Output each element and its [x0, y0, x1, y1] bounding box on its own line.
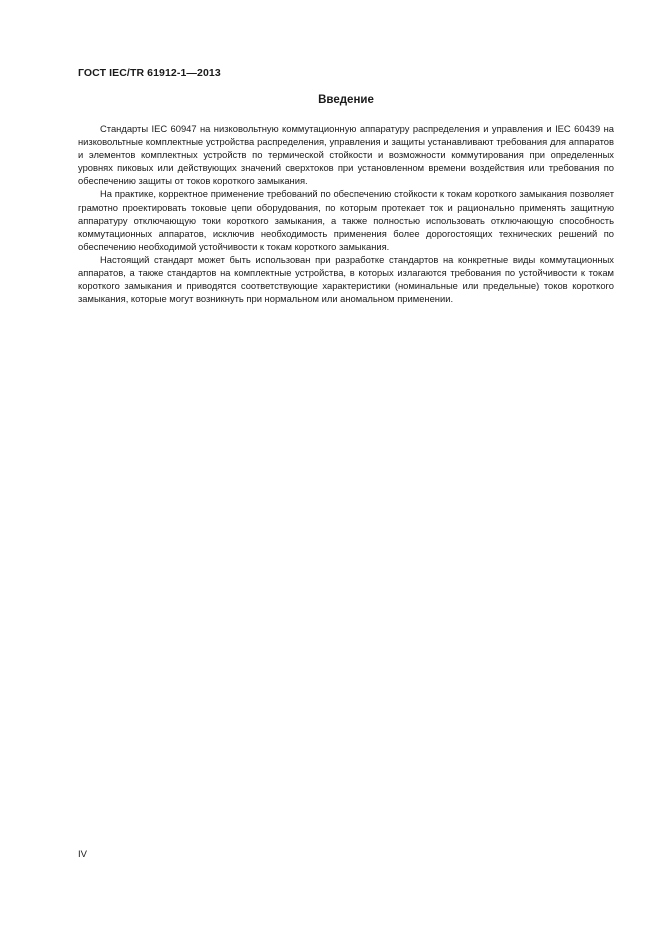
paragraph-2: На практике, корректное применение требований по обеспечению стойкости к токам короткого замыкания позволяет грамотно проектировать токовые цепи оборудования, по которым протекает ток и рационально применять защитную аппаратуру отключающую токи короткого замыкания, а также полностью использовать отключающую способность коммутационных аппаратов, исключив необходимость применения более дорогостоящих технических решений по обеспечению необходимой устойчивости к токам короткого замыкания.: [78, 188, 614, 252]
section-title: Введение: [318, 94, 374, 106]
paragraph-1: Стандарты IEC 60947 на низковольтную коммутационную аппаратуру распределения и управления и IEC 60439 на низковольтные комплектные устройства распределения, управления и защиты устанавливают требования для аппаратов и элементов комплектных устройств по термической стойкости и возможности коммутирования при определенных уровнях пиковых или действующих значений сверхтоков при установленном времени воздействия или требования по обеспечению защиты от токов короткого замыкания.: [78, 123, 614, 187]
paragraph-3: Настоящий стандарт может быть использован при разработке стандартов на конкретные виды коммутационных аппаратов, а также стандартов на комплектные устройства, в которых излагаются требования по устойчивости к токам короткого замыкания и приводятся соответствующие характеристики (номинальные или предельные) токов короткого замыкания, которые могут возникнуть при нормальном или аномальном применении.: [78, 253, 614, 305]
document-header: ГОСТ IEC/TR 61912-1—2013: [78, 67, 221, 79]
page-number: IV: [78, 849, 87, 860]
body-text: [78, 122, 614, 305]
